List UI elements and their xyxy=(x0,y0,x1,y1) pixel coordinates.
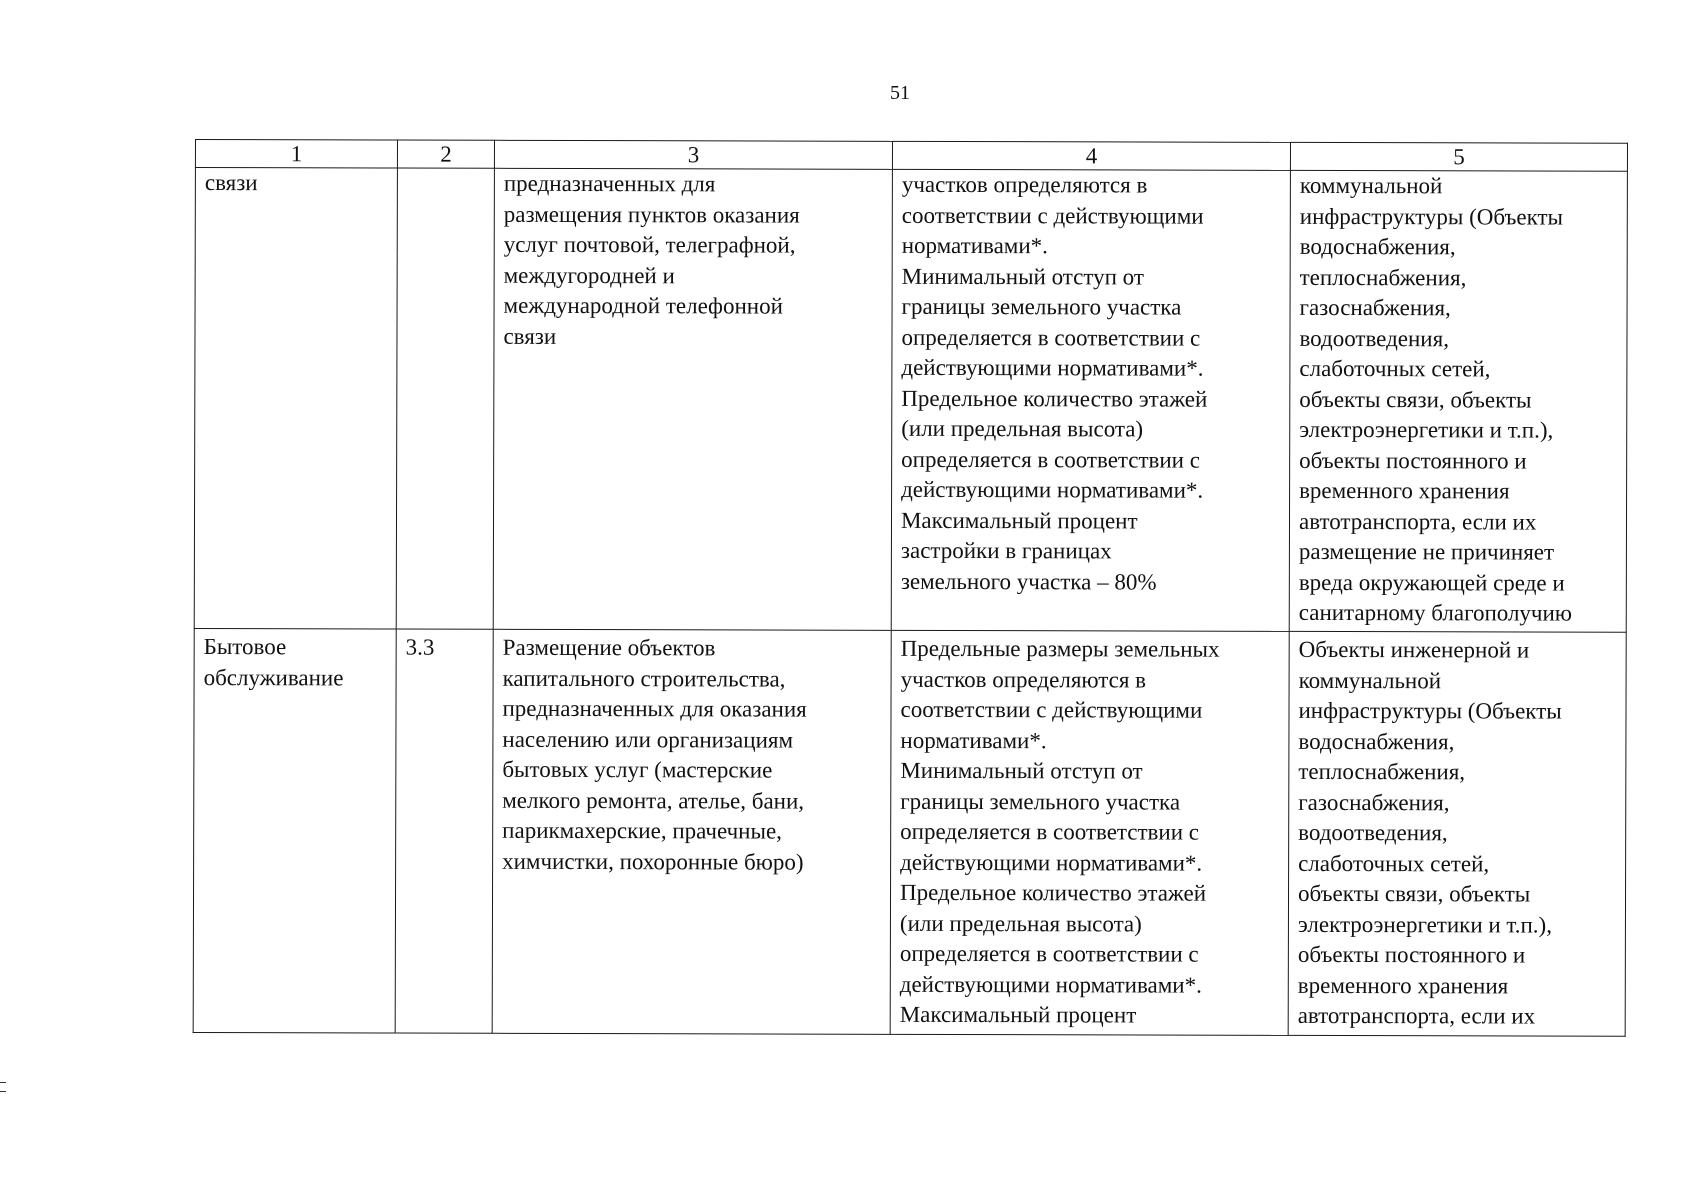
cell-text: 3.3 xyxy=(405,634,435,660)
cell-text: коммунальной инфраструктуры (Объекты водоснабжения, теплоснабжения, газоснабжения, водоотведения, слаботочных сетей, объекты связи, объекты электроэнергетики и т.п.), объекты постоянного и временного хранения автотранспорта, если их размещение не причиняет вреда окружающей среде и санитарному благополучию xyxy=(1298,172,1573,626)
cell-text: Размещение объектов капитального строительства, предназначенных для оказания населению или организациям бытовых услуг (мастерские мелкого ремонта, ателье, бани, парикмахерские, прачечные, химчистки, похоронные бюро) xyxy=(502,634,807,875)
column-header-2: 2 xyxy=(397,140,494,168)
cell-use-name xyxy=(194,168,397,630)
column-header-1: 1 xyxy=(195,140,397,169)
cell-text: Предельные размеры земельных участков определяются в соответствии с действующими нормативами*. Минимальный отступ от границы земельного участка определяется в соответствии с действующими нормативами*. Предельное количество этажей (или предельная высота) определяется в соответствии с действующими нормативами*. Максимальный процент xyxy=(899,635,1220,1028)
cell-use-code xyxy=(395,629,493,1033)
cell-text: Бытовое обслуживание xyxy=(203,634,344,690)
cell-use-description xyxy=(492,629,891,1034)
column-header-4: 4 xyxy=(892,141,1290,170)
cell-parameters xyxy=(890,630,1289,1035)
regulations-table xyxy=(193,139,1628,1037)
cell-parameters xyxy=(891,169,1290,631)
cell-use-name xyxy=(193,628,396,1033)
table-header-row xyxy=(195,140,1627,172)
cell-use-description xyxy=(493,168,892,630)
cell-text: предназначенных для размещения пунктов оказания услуг почтовой, телеграфной, междугородней и международной телефонной связи xyxy=(503,170,800,349)
page-number: 51 xyxy=(890,82,910,104)
cell-auxiliary-uses xyxy=(1288,631,1626,1036)
table-row xyxy=(194,168,1627,633)
cell-text: участков определяются в соответствии с действующими нормативами*. Минимальный отступ от границы земельного участка определяется в соответствии с действующими нормативами*. Предельное количество этажей (или предельная высота) определяется в соответствии с действующими нормативами*. Максимальный процент застройки в границах земельного участка – 80% xyxy=(900,171,1208,595)
table-row xyxy=(193,628,1626,1036)
cell-auxiliary-uses xyxy=(1289,170,1627,632)
scan-edge-mark xyxy=(0,1082,6,1092)
column-header-3: 3 xyxy=(494,140,892,169)
cell-use-code xyxy=(396,168,494,629)
cell-text: Объекты инженерной и коммунальной инфраструктуры (Объекты водоснабжения, теплоснабжения, газоснабжения, водоотведения, слаботочных сетей, объекты связи, объекты электроэнергетики и т.п.), объекты постоянного и временного хранения автотранспорта, если их xyxy=(1297,636,1562,1029)
column-header-5: 5 xyxy=(1290,142,1627,171)
cell-text: связи xyxy=(204,170,258,196)
